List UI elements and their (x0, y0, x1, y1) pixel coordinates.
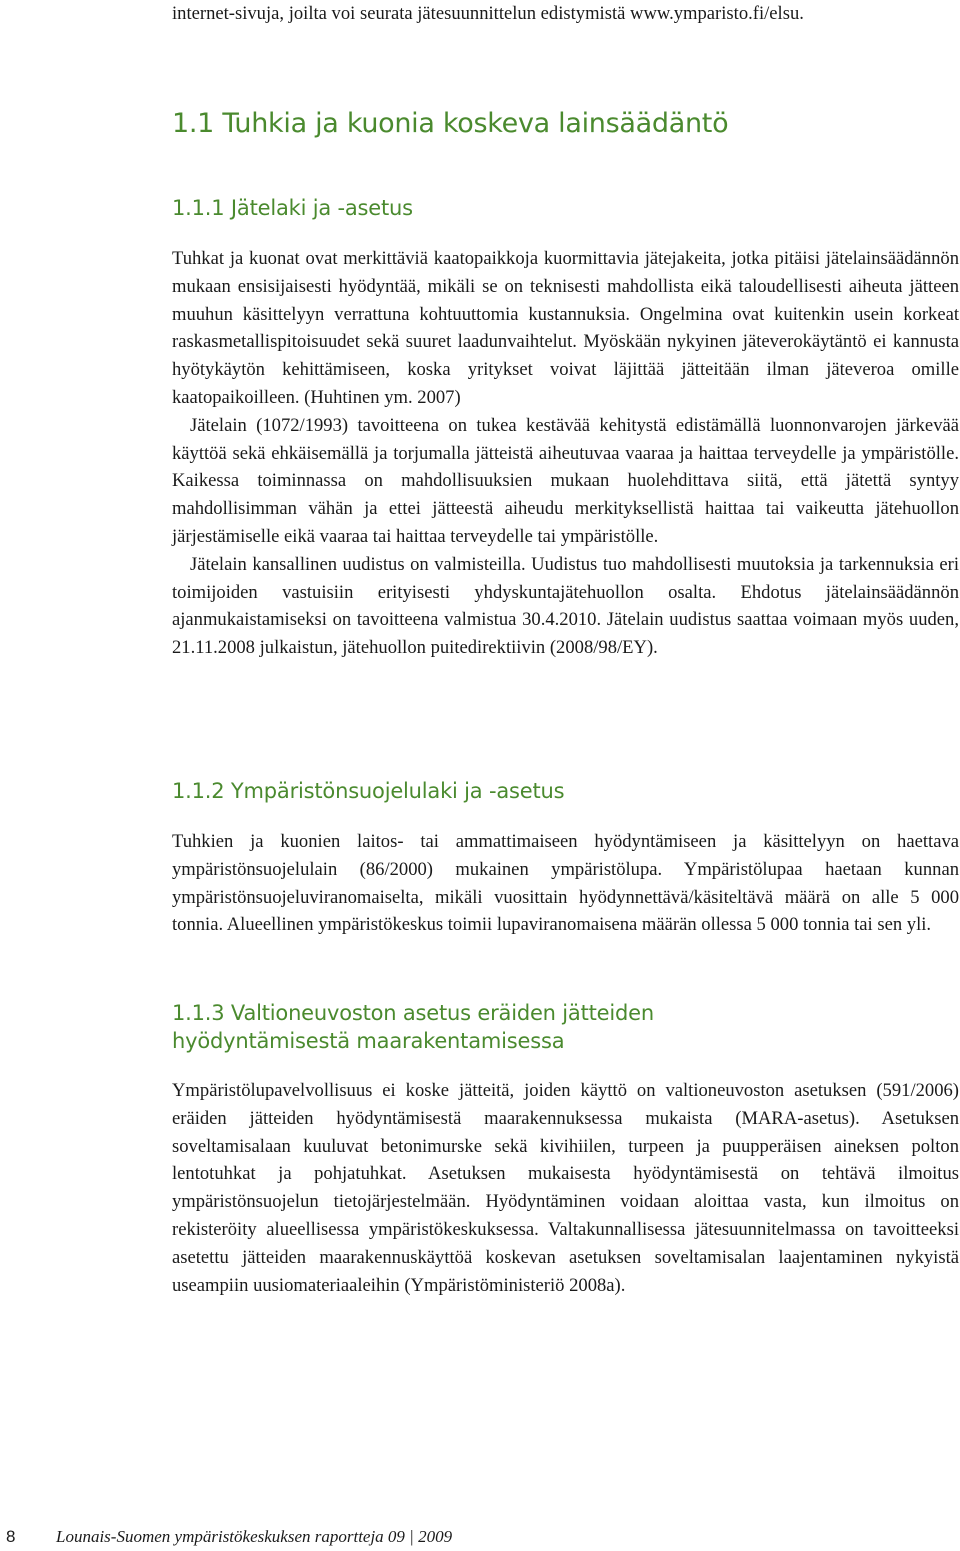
page-footer (0, 1524, 960, 1550)
subsection-1-paragraph-1: Tuhkat ja kuonat ovat merkittäviä kaatopaikkoja kuormittavia jätejakeita, jotka pitäisi jätelainsäädännön mukaan ensisijaisesti hyödyntää, mikäli se on teknisesti mahdollista eikä taloudellisesti aiheuta jätteen muuhun käsittelyyn verrattuna kohtuuttomia kustannuksia. Ongelmina ovat kuitenkin usein korkeat raskasmetallispitoisuudet sekä suuret laadunvaihtelut. Myöskään nykyinen jäteverokäytäntö ei kannusta hyötykäytön kehittämiseen, koska yritykset voivat läjittää jätteitään ilman jäteveroa omille kaatopaikoilleen. (Huhtinen ym. 2007) (172, 248, 959, 408)
subsection-1-body (172, 245, 959, 662)
subsection-3-paragraph-1: Ympäristölupavelvollisuus ei koske jätteitä, joiden käyttö on valtioneuvoston asetuksen (591/2006) eräiden jätteiden hyödyntämisestä maarakennuksessa mukaista (MARA-asetus). Asetuksen soveltamisalaan kuuluvat betonimurske sekä kivihiilen, turpeen ja puupperäisen aineksen polton lentotuhkat ja pohjatuhkat. Asetuksen mukaisesta hyödyntämisestä on tehtävä ilmoitus ympäristönsuojelun tietojärjestelmään. Hyödyntäminen voidaan aloittaa vasta, kun ilmoitus on rekisteröity alueellisessa ympäristökeskuksessa. Valtakunnallisessa jätesuunnitelmassa on tavoitteeksi asetettu jätteiden maarakennuskäyttöä koskevan asetuksen soveltamisalan laajentaminen nykyistä useampiin uusiomateriaaleihin (Ympäristöministeriö 2008a). (172, 1080, 959, 1296)
subsection-2-body (172, 828, 959, 939)
section-heading: 1.1 Tuhkia ja kuonia koskeva lainsäädäntö (172, 108, 729, 139)
footer-title: Lounais-Suomen ympäristökeskuksen raportteja 09 | 2009 (56, 1527, 453, 1546)
page-number: 8 (6, 1527, 16, 1546)
subsection-1-paragraph-2: Jätelain (1072/1993) tavoitteena on tukea kestävää kehitystä edistämällä luonnonvarojen järkevää käyttöä sekä ehkäisemällä ja torjumalla jätteistä aiheutuvaa vaaraa ja haittaa terveydelle ja ympäristölle. Kaikessa toiminnassa on mahdollisuuksien mukaan huolehdittava siitä, että jätettä syntyy mahdollisimman vähän ja ettei jätteestä aiheudu merkityksellistä haittaa tai vaikeutta jätehuollon järjestämiselle eikä vaaraa tai haittaa terveydelle tai ympäristölle. (172, 414, 959, 547)
subsection-2-heading: 1.1.2 Ympäristönsuojelulaki ja -asetus (172, 779, 565, 803)
intro-text: internet-sivuja, joilta voi seurata jätesuunnittelun edistymistä www.ymparisto.fi/elsu. (172, 3, 804, 24)
subsection-1-paragraph-3: Jätelain kansallinen uudistus on valmisteilla. Uudistus tuo mahdollisesti muutoksia ja tarkennuksia eri toimijoiden vastuisiin erityisesti yhdyskuntajätehuollon osalta. Ehdotus jätelainsäädännön ajanmukaistamiseksi on tavoitteena valmistua 30.4.2010. Jätelain uudistus saattaa voimaan myös uuden, 21.11.2008 julkaistun, jätehuollon puitedirektiivin (2008/98/EY). (172, 553, 959, 659)
subsection-3-heading: 1.1.3 Valtioneuvoston asetus eräiden jätteiden hyödyntämisestä maarakentamisessa (172, 1001, 654, 1053)
intro-paragraph (172, 0, 959, 28)
subsection-2-paragraph-1: Tuhkien ja kuonien laitos- tai ammattimaiseen hyödyntämiseen ja käsittelyyn on haettava ympäristönsuojelulain (86/2000) mukainen ympäristölupa. Ympäristölupaa haetaan kunnan ympäristönsuojeluviranomaiselta, mikäli vuosittain hyödynnettävä/käsiteltävä määrä on alle 5 000 tonnia. Alueellinen ympäristökeskus toimii lupaviranomaisena määrän ollessa 5 000 tonnia tai sen yli. (172, 831, 959, 936)
subsection-3-body (172, 1077, 959, 1299)
subsection-1-heading: 1.1.1 Jätelaki ja -asetus (172, 196, 413, 220)
